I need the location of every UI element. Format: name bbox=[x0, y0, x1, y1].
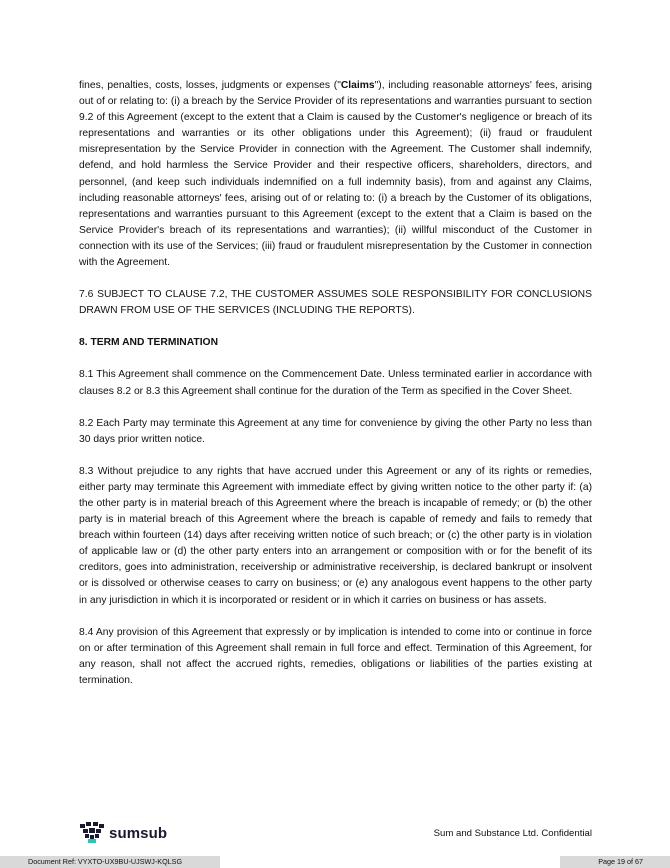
sumsub-logo bbox=[79, 822, 167, 844]
confidential-notice: Sum and Substance Ltd. Confidential bbox=[433, 828, 592, 839]
paragraph-8-2: 8.2 Each Party may terminate this Agreement at any time for convenience by giving the other Party no less than 30 days prior written notice. bbox=[79, 417, 592, 445]
section-heading-8: 8. TERM AND TERMINATION bbox=[79, 337, 219, 349]
paragraph-8-3: 8.3 Without prejudice to any rights that have accrued under this Agreement or any of its rights or remedies, either party may terminate this Agreement with immediate effect by giving written notice to the other party if: (a) the other party is in material breach of this Agreement where the breach is incapable of remedy; or (b) the other party is in material breach of this Agreement where the breach is capable of remedy and fails to remedy that breach within fourteen (14) days after receiving written notice of such breach; or (c) the other party is in violation of applicable law or (d) the other party enters into an arrangement or composition with or for the benefit of its creditors, goes into administration, receivership or administrative receivership, is declared bankrupt or insolvent or is dissolved or otherwise ceases to carry on business; or (e) any analogous event happens to the other party in any jurisdiction in which it is incorporated or resident or in which it carries on business or has assets. bbox=[79, 465, 592, 606]
claims-defined-term: Claims bbox=[340, 80, 375, 91]
page-number: Page 19 of 67 bbox=[560, 856, 670, 868]
sumsub-logo-icon bbox=[79, 822, 105, 844]
document-ref: Document Ref: VYXTO-UX9BU-UJSWJ-KQLSG bbox=[0, 856, 220, 868]
paragraph-claims bbox=[79, 78, 592, 271]
paragraph-8-1: 8.1 This Agreement shall commence on the Commencement Date. Unless terminated earlier in accordance with clauses 8.2 or 8.3 this Agreement shall continue for the duration of the Term as specified in the Cover Sheet. bbox=[79, 369, 592, 397]
claims-text-start: fines, penalties, costs, losses, judgments or expenses (" bbox=[79, 80, 341, 91]
paragraph-7-6: 7.6 SUBJECT TO CLAUSE 7.2, THE CUSTOMER ASSUMES SOLE RESPONSIBILITY FOR CONCLUSIONS DRAWN FROM USE OF THE SERVICES (INCLUDING THE REPORTS). bbox=[79, 289, 592, 317]
document-body bbox=[79, 78, 592, 689]
logo-wordmark: sumsub bbox=[109, 824, 168, 842]
paragraph-8-4: 8.4 Any provision of this Agreement that expressly or by implication is intended to come into or continue in force on or after termination of this Agreement shall remain in full force and effect. Termination of this Agreement, for any reason, shall not affect the accrued rights, remedies, obligations or liabilities of the parties existing at termination. bbox=[79, 626, 592, 686]
claims-text-end: "), including reasonable attorneys' fees, arising out of or relating to: (i) a breach by the Service Provider of its representations and warranties pursuant to section 9.2 of this Agreement (except to the extent that a Claim is caused by the Customer's negligence or breach of its representations and warranties or its other obligations under this Agreement); (ii) fraud or fraudulent misrepresentation by the Service Provider in connection with the Agreement. The Customer shall indemnify, defend, and hold harmless the Service Provider and their respective officers, shareholders, directors, and personnel, (and keep such individuals indemnified on a full indemnity basis), from and against any Claims, including reasonable attorneys' fees, arising out of or relating to: (i) a breach by the Customer of its obligations, representations and warranties pursuant to this Agreement (except to the extent that a Claim is based on the Service Provider's breach of its representations and warranties); (ii) willful misconduct of the Customer in connection with its use of the Services; (iii) fraud or fraudulent misrepresentation by the Customer in connection with the Agreement. bbox=[79, 80, 592, 269]
